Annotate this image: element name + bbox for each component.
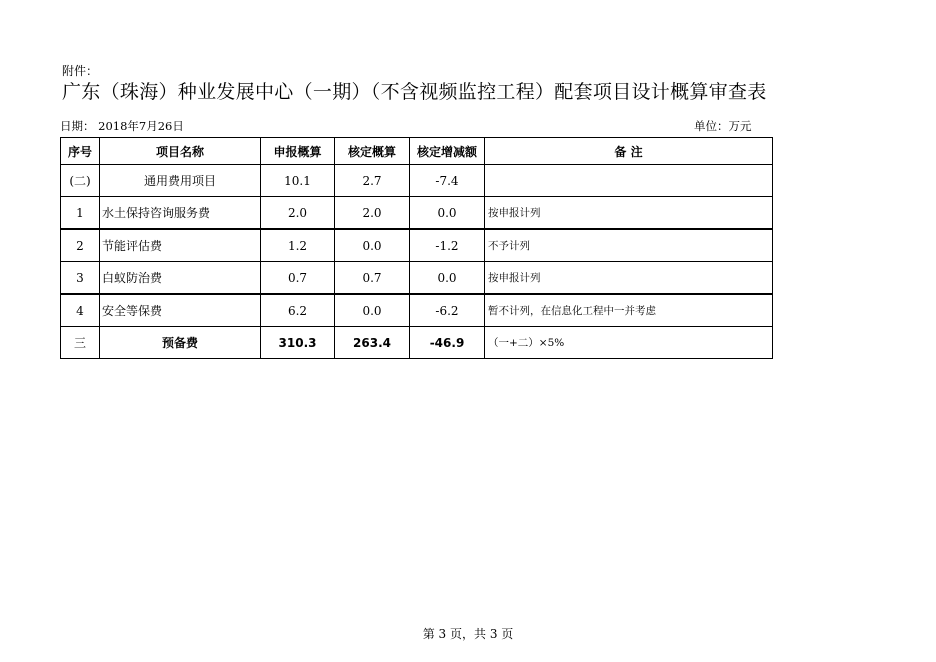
- page-title: 广东（珠海）种业发展中心（一期）（不含视频监控工程）配套项目设计概算审查表: [62, 81, 767, 103]
- cell-name: 预备费: [100, 327, 261, 359]
- cell-note: （一+二）×5%: [485, 327, 773, 359]
- cell-declared: 2.0: [261, 197, 335, 230]
- table-row: [61, 229, 773, 262]
- cell-diff: -6.2: [410, 294, 485, 327]
- cell-name: 安全等保费: [100, 294, 261, 327]
- cell-diff: -7.4: [410, 165, 485, 197]
- cell-declared: 310.3: [261, 327, 335, 359]
- cell-approved: 2.7: [335, 165, 410, 197]
- table-header-row: [61, 138, 773, 165]
- cell-diff: -46.9: [410, 327, 485, 359]
- cell-approved: 0.7: [335, 262, 410, 295]
- cell-no: 三: [61, 327, 100, 359]
- cell-approved: 2.0: [335, 197, 410, 230]
- cell-declared: 0.7: [261, 262, 335, 295]
- cell-declared: 1.2: [261, 229, 335, 262]
- title-container: [62, 80, 774, 114]
- table-row: [61, 165, 773, 197]
- header-no: 序号: [61, 138, 100, 165]
- cell-name: 通用费用项目: [100, 165, 261, 197]
- cell-no: (二): [61, 165, 100, 197]
- cell-approved: 0.0: [335, 294, 410, 327]
- table-row: [61, 294, 773, 327]
- cell-approved: 0.0: [335, 229, 410, 262]
- cell-note: 按申报计列: [485, 262, 773, 295]
- cell-note: 按申报计列: [485, 197, 773, 230]
- attachment-label: 附件：: [62, 64, 99, 78]
- unit-label: 单位：万元: [694, 119, 752, 133]
- cell-no: 4: [61, 294, 100, 327]
- cell-declared: 6.2: [261, 294, 335, 327]
- cell-name: 水土保持咨询服务费: [100, 197, 261, 230]
- cell-declared: 10.1: [261, 165, 335, 197]
- header-diff: 核定增减额: [410, 138, 485, 165]
- cell-note: [485, 165, 773, 197]
- cell-no: 1: [61, 197, 100, 230]
- cell-approved: 263.4: [335, 327, 410, 359]
- header-approved: 核定概算: [335, 138, 410, 165]
- cell-no: 2: [61, 229, 100, 262]
- header-note: 备 注: [485, 138, 773, 165]
- table-row: [61, 327, 773, 359]
- cell-no: 3: [61, 262, 100, 295]
- page-footer: 第 3 页，共 3 页: [422, 627, 514, 641]
- table-row: [61, 262, 773, 295]
- cell-diff: -1.2: [410, 229, 485, 262]
- cell-diff: 0.0: [410, 197, 485, 230]
- date-label: 日期： 2018年7月26日: [60, 119, 184, 133]
- cell-note: 暂不计列，在信息化工程中一并考虑: [485, 294, 773, 327]
- cell-note: 不予计列: [485, 229, 773, 262]
- cell-diff: 0.0: [410, 262, 485, 295]
- table-row: [61, 197, 773, 230]
- review-table: [60, 137, 773, 359]
- cell-name: 节能评估费: [100, 229, 261, 262]
- cell-name: 白蚁防治费: [100, 262, 261, 295]
- header-declared: 申报概算: [261, 138, 335, 165]
- header-name: 项目名称: [100, 138, 261, 165]
